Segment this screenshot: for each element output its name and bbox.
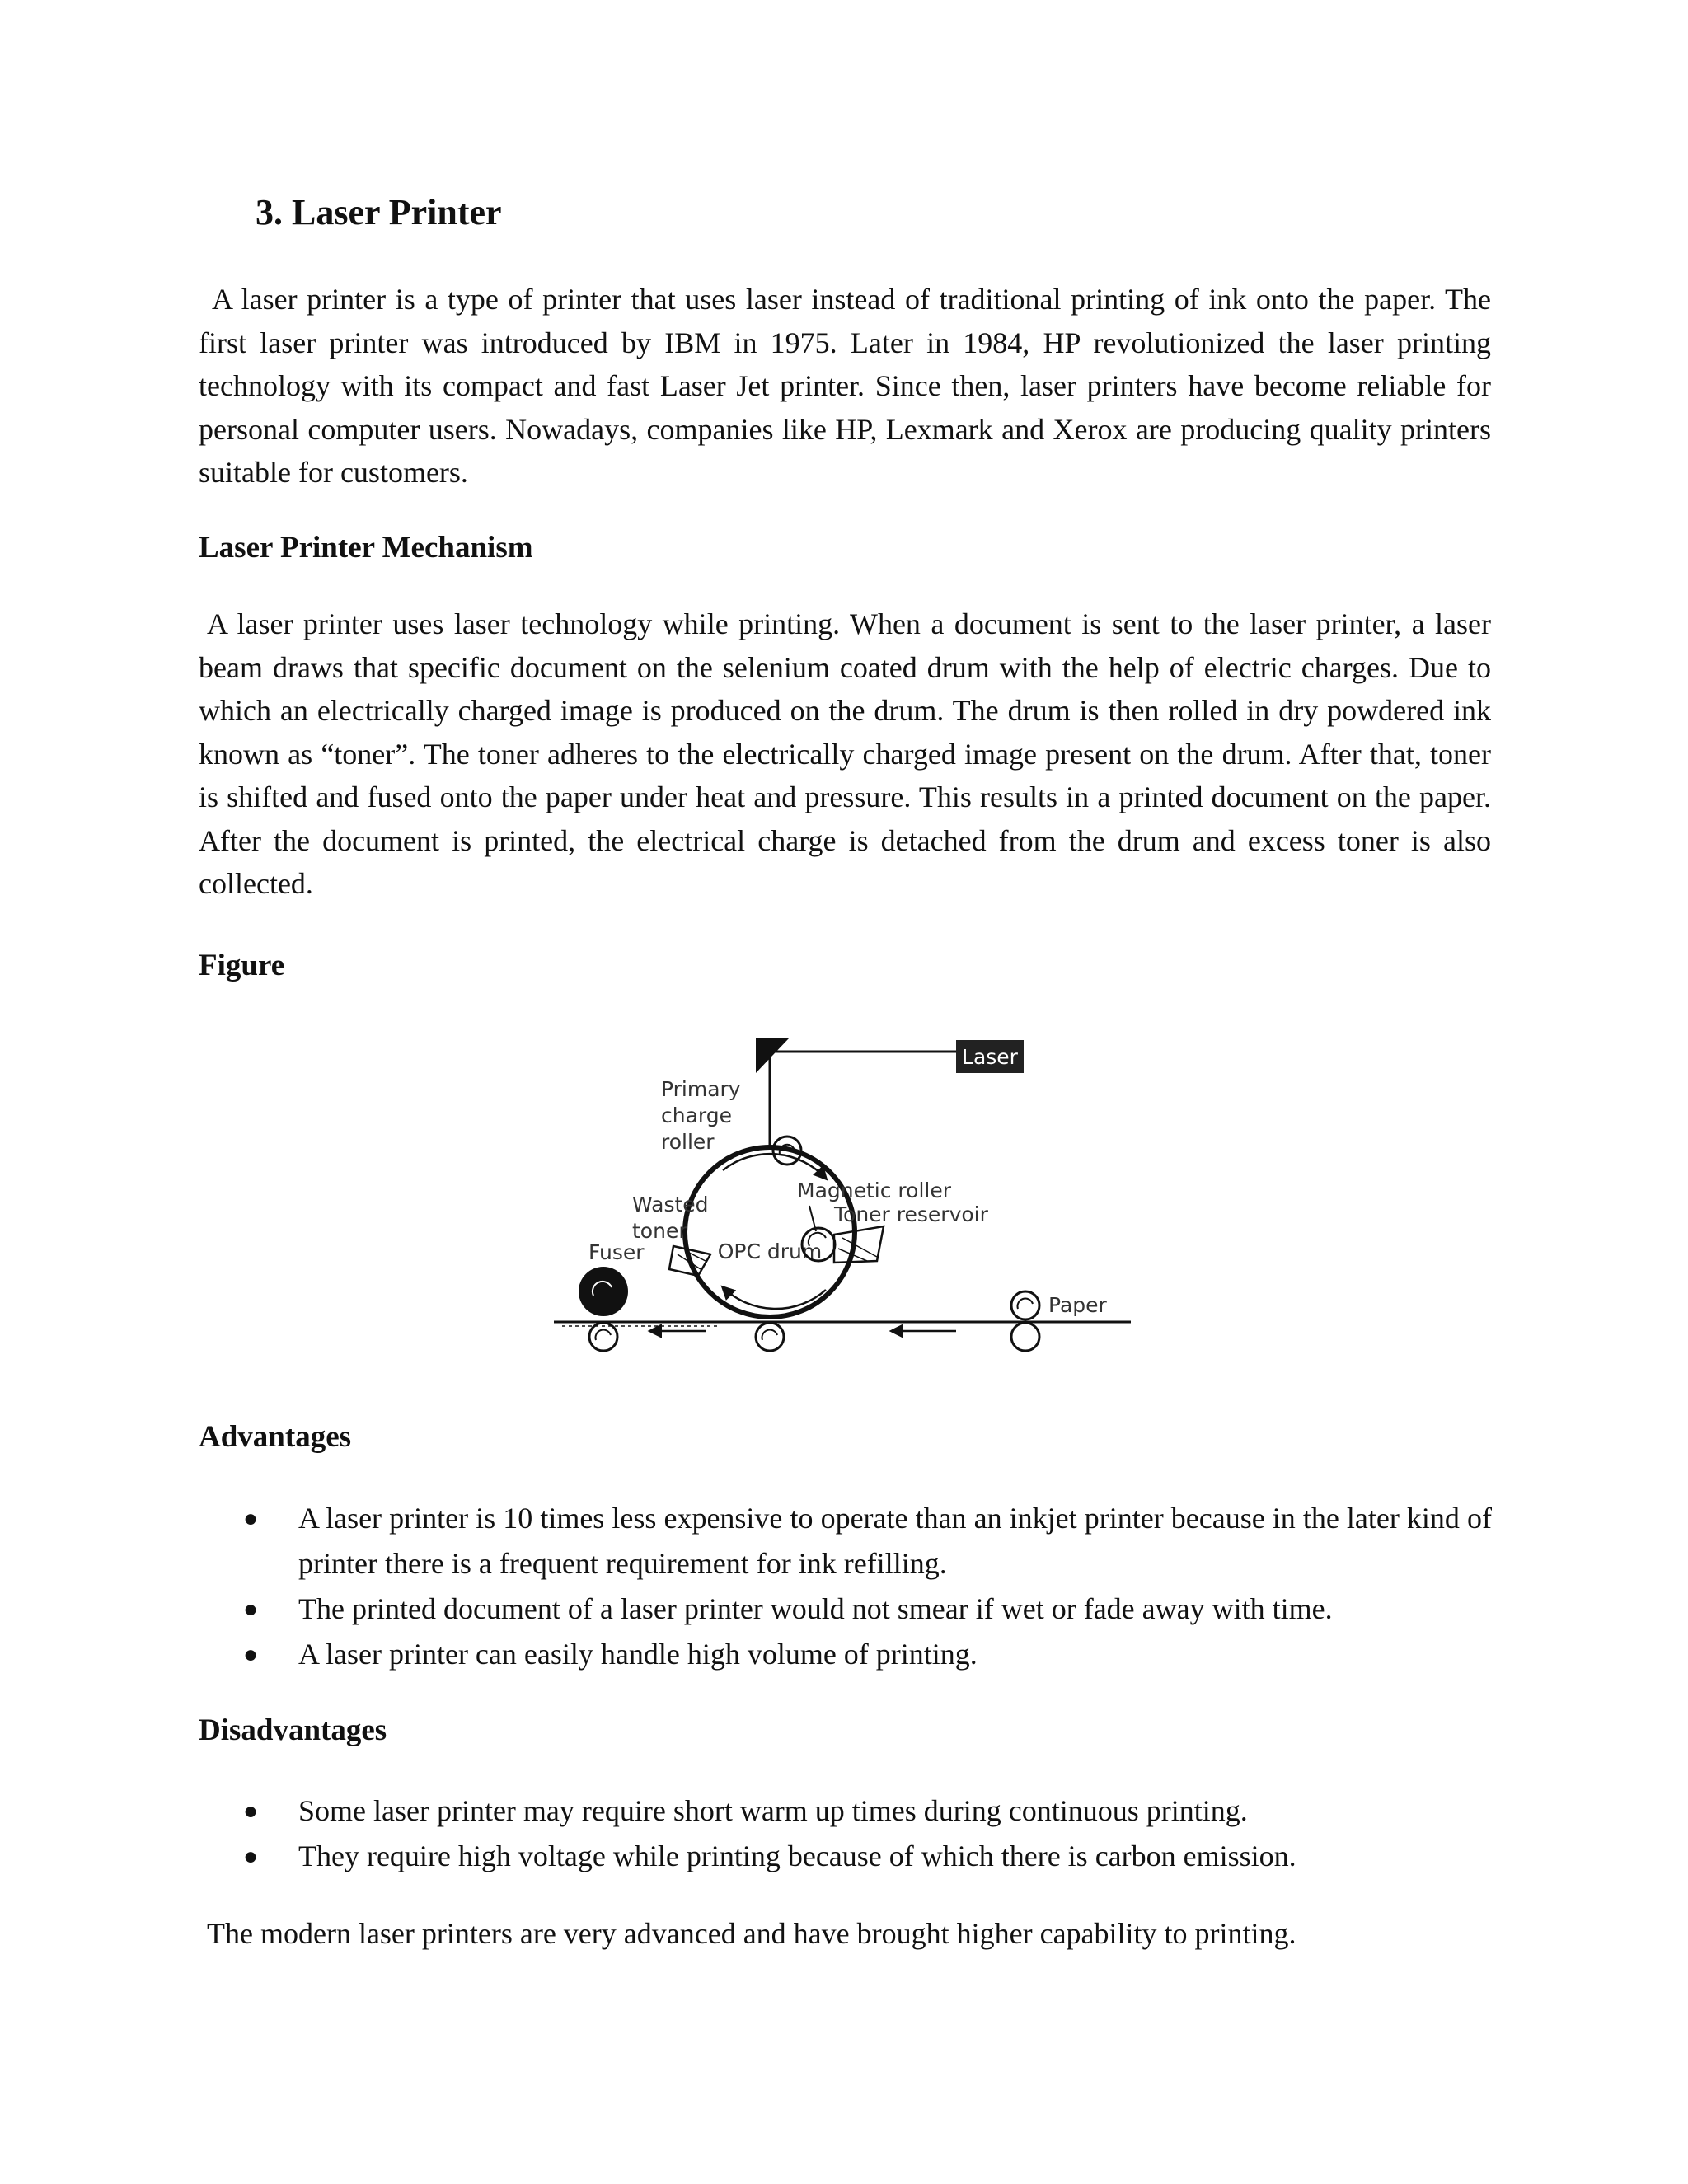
opc-drum-label: OPC drum bbox=[717, 1240, 823, 1263]
primary-charge-label-3: roller bbox=[661, 1130, 715, 1154]
advantage-text: The printed document of a laser printer would not smear if wet or fade away with time. bbox=[298, 1592, 1333, 1625]
disadvantages-heading: Disadvantages bbox=[199, 1713, 387, 1747]
primary-charge-label-2: charge bbox=[661, 1104, 732, 1127]
laser-mirror bbox=[756, 1038, 789, 1073]
wasted-toner-label-2: toner bbox=[632, 1219, 687, 1243]
bullet-icon: ● bbox=[243, 1505, 259, 1532]
advantage-text: A laser printer is 10 times less expensive to operate than an inkjet printer because in the later kind of printer there is a frequent requirement for ink refilling. bbox=[298, 1502, 1492, 1580]
list-item bbox=[198, 1632, 1492, 1677]
disadvantage-text: They require high voltage while printing because of which there is carbon emission. bbox=[298, 1840, 1296, 1872]
fuser-label: Fuser bbox=[588, 1240, 645, 1264]
toner-hatch-1 bbox=[842, 1238, 877, 1257]
mechanism-paragraph: A laser printer uses laser technology while printing. When a document is sent to the laser printer, a laser beam draws that specific document on the selenium coated drum with the help of electric charges. Due to which an electrically charged image is produced on the drum. The drum is then rolled in dry powdered ink known as “toner”. The toner adheres to the electrically charged image present on the drum. After that, toner is shifted and fused onto the paper under heat and pressure. This results in a printed document on the paper. After the document is printed, the electrical charge is detached from the drum and excess toner is also collected. bbox=[199, 607, 1491, 900]
roller-arc-1 bbox=[1018, 1299, 1033, 1309]
fuser-roller bbox=[579, 1267, 628, 1316]
disadvantages-list bbox=[198, 1788, 1492, 1879]
bullet-icon: ● bbox=[243, 1596, 259, 1623]
advantages-list bbox=[198, 1496, 1492, 1677]
disadvantage-text: Some laser printer may require short warm up times during continuous printing. bbox=[298, 1794, 1248, 1827]
lower-roller-fuser bbox=[589, 1323, 617, 1351]
bullet-icon: ● bbox=[243, 1843, 259, 1870]
section-title: 3. Laser Printer bbox=[256, 192, 502, 232]
advantage-text: A laser printer can easily handle high volume of printing. bbox=[298, 1638, 978, 1671]
toner-reservoir-label: Toner reservoir bbox=[834, 1202, 988, 1226]
upper-roller-input bbox=[1011, 1291, 1039, 1319]
laser-printer-diagram bbox=[554, 1022, 1131, 1393]
laser-label: Laser bbox=[962, 1045, 1018, 1069]
bullet-icon: ● bbox=[243, 1641, 259, 1668]
list-item bbox=[198, 1788, 1492, 1834]
intro-paragraph: A laser printer is a type of printer that uses laser instead of traditional printing of ink onto the paper. The first laser printer was introduced by IBM in 1975. Later in 1984, HP revolutionized the laser printing technology with its compact and fast Laser Jet printer. Since then, laser printers have become reliable for personal computer users. Nowadays, companies like HP, Lexmark and Xerox are producing quality printers suitable for customers. bbox=[199, 283, 1491, 489]
paper-label: Paper bbox=[1048, 1293, 1107, 1317]
conclusion-paragraph: The modern laser printers are very advanced and have brought higher capability to printing. bbox=[207, 1917, 1296, 1950]
wasted-toner-label-1: Wasted bbox=[632, 1193, 709, 1216]
list-item bbox=[198, 1496, 1492, 1586]
bullet-icon: ● bbox=[243, 1797, 259, 1825]
primary-charge-label-1: Primary bbox=[661, 1077, 741, 1101]
list-item bbox=[198, 1834, 1492, 1879]
roller-arc-2 bbox=[762, 1330, 777, 1340]
advantages-heading: Advantages bbox=[199, 1420, 352, 1454]
figure-heading: Figure bbox=[199, 949, 285, 982]
transfer-roller bbox=[756, 1323, 784, 1351]
lower-roller-input bbox=[1011, 1323, 1039, 1351]
mechanism-heading: Laser Printer Mechanism bbox=[199, 531, 533, 565]
list-item bbox=[198, 1586, 1492, 1632]
roller-arc-3 bbox=[596, 1330, 611, 1340]
magnetic-roller-label: Magnetic roller bbox=[797, 1179, 951, 1202]
